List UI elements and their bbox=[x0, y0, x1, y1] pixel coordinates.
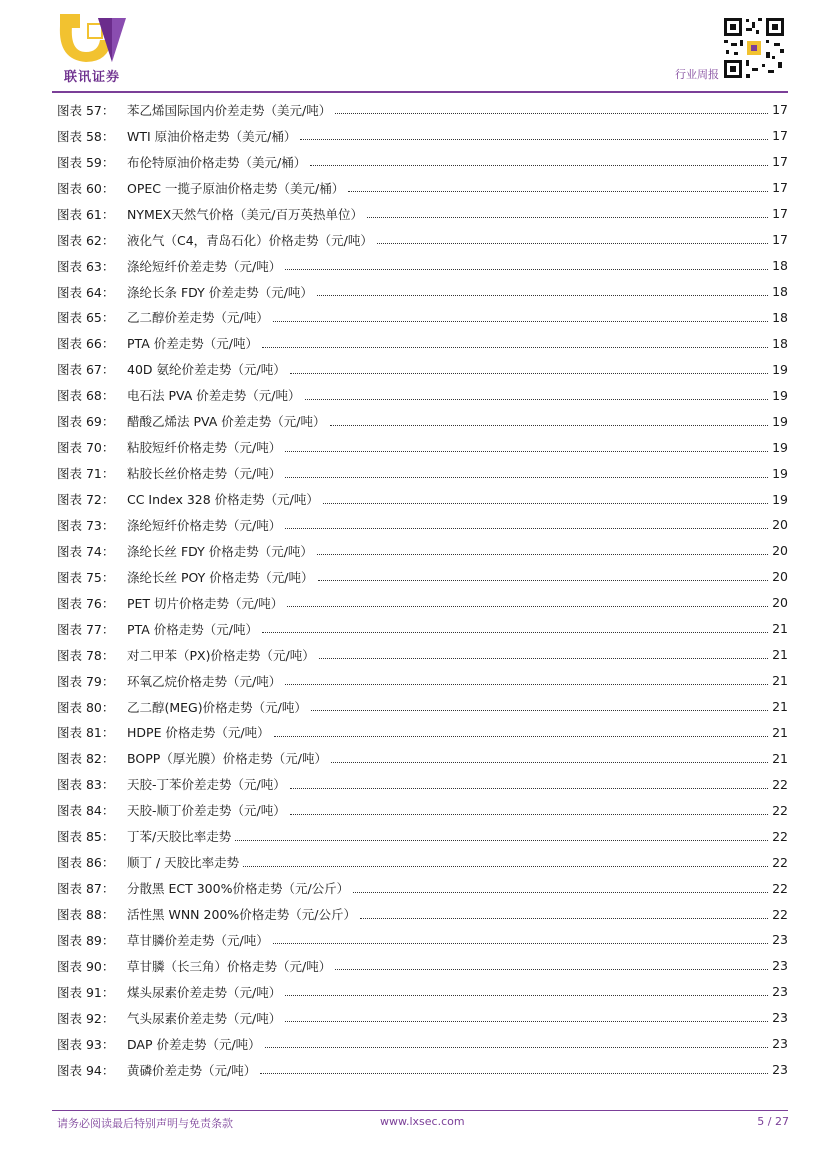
toc-leader bbox=[290, 373, 768, 374]
toc-figure-number: 图表 78： bbox=[57, 647, 115, 663]
toc-figure-number: 图表 64： bbox=[57, 284, 115, 300]
footer-divider bbox=[52, 1110, 788, 1111]
toc-row[interactable] bbox=[57, 694, 788, 720]
toc-leader bbox=[273, 321, 768, 322]
toc-title: PTA 价差走势（元/吨） bbox=[127, 336, 258, 352]
toc-title: 活性黑 WNN 200%价格走势（元/公斤） bbox=[127, 907, 356, 923]
toc-title: 苯乙烯国际国内价差走势（美元/吨） bbox=[127, 102, 332, 118]
toc-title: DAP 价差走势（元/吨） bbox=[127, 1036, 261, 1052]
toc-page-number: 18 bbox=[772, 258, 788, 274]
toc-figure-number: 图表 93： bbox=[57, 1036, 115, 1052]
toc-page-number: 22 bbox=[772, 880, 788, 896]
toc-figure-number: 图表 76： bbox=[57, 595, 115, 611]
report-type-label: 行业周报 bbox=[675, 68, 719, 81]
toc-leader bbox=[260, 1073, 768, 1074]
toc-row[interactable] bbox=[57, 512, 788, 538]
toc-leader bbox=[335, 969, 768, 970]
toc-figure-number: 图表 79： bbox=[57, 673, 115, 689]
toc-title: PTA 价格走势（元/吨） bbox=[127, 621, 258, 637]
toc-row[interactable] bbox=[57, 616, 788, 642]
toc-row[interactable] bbox=[57, 901, 788, 927]
toc-leader bbox=[290, 788, 768, 789]
toc-figure-number: 图表 81： bbox=[57, 725, 115, 741]
toc-row[interactable] bbox=[57, 253, 788, 279]
toc-figure-number: 图表 75： bbox=[57, 569, 115, 585]
toc-row[interactable] bbox=[57, 927, 788, 953]
toc-figure-number: 图表 87： bbox=[57, 881, 115, 897]
toc-page-number: 22 bbox=[772, 802, 788, 818]
toc-figure-number: 图表 65： bbox=[57, 310, 115, 326]
toc-figure-number: 图表 85： bbox=[57, 829, 115, 845]
toc-figure-number: 图表 69： bbox=[57, 414, 115, 430]
toc-row[interactable] bbox=[57, 564, 788, 590]
toc-title: 天胶-丁苯价差走势（元/吨） bbox=[127, 777, 286, 793]
toc-page-number: 18 bbox=[772, 309, 788, 325]
toc-row[interactable] bbox=[57, 953, 788, 979]
toc-row[interactable] bbox=[57, 434, 788, 460]
toc-row[interactable] bbox=[57, 1005, 788, 1031]
toc-leader bbox=[331, 762, 768, 763]
toc-row[interactable] bbox=[57, 538, 788, 564]
toc-figure-number: 图表 66： bbox=[57, 336, 115, 352]
toc-leader bbox=[311, 710, 768, 711]
toc-leader bbox=[318, 580, 769, 581]
toc-row[interactable] bbox=[57, 305, 788, 331]
toc-row[interactable] bbox=[57, 849, 788, 875]
toc-figure-number: 图表 92： bbox=[57, 1010, 115, 1026]
toc-page-number: 21 bbox=[772, 724, 788, 740]
toc-leader bbox=[285, 995, 768, 996]
toc-leader bbox=[243, 866, 768, 867]
toc-leader bbox=[287, 606, 768, 607]
toc-leader bbox=[285, 451, 768, 452]
toc-leader bbox=[300, 139, 768, 140]
toc-leader bbox=[353, 892, 768, 893]
toc-row[interactable] bbox=[57, 227, 788, 253]
toc-page-number: 23 bbox=[772, 1010, 788, 1026]
toc-row[interactable] bbox=[57, 486, 788, 512]
toc-leader bbox=[305, 399, 769, 400]
toc-leader bbox=[330, 425, 769, 426]
page-number: 5 / 27 bbox=[757, 1115, 789, 1128]
toc-leader bbox=[285, 684, 768, 685]
toc-title: 对二甲苯（PX)价格走势（元/吨） bbox=[127, 647, 315, 663]
toc-page-number: 22 bbox=[772, 854, 788, 870]
toc-leader bbox=[323, 503, 768, 504]
toc-row[interactable] bbox=[57, 979, 788, 1005]
toc-page-number: 21 bbox=[772, 647, 788, 663]
toc-row[interactable] bbox=[57, 123, 788, 149]
toc-figure-number: 图表 77： bbox=[57, 621, 115, 637]
toc-figure-number: 图表 74： bbox=[57, 543, 115, 559]
toc-leader bbox=[235, 840, 768, 841]
toc-row[interactable] bbox=[57, 875, 788, 901]
disclaimer-link[interactable]: 请务必阅读最后特别声明与免责条款 bbox=[57, 1117, 233, 1130]
toc-page-number: 23 bbox=[772, 1036, 788, 1052]
toc-title: 粘胶长丝价格走势（元/吨） bbox=[127, 466, 282, 482]
toc-row[interactable] bbox=[57, 201, 788, 227]
toc-leader bbox=[335, 113, 768, 114]
toc-leader bbox=[285, 1021, 768, 1022]
toc-figure-number: 图表 83： bbox=[57, 777, 115, 793]
toc-leader bbox=[348, 191, 768, 192]
toc-page-number: 19 bbox=[772, 413, 788, 429]
toc-row[interactable] bbox=[57, 460, 788, 486]
toc-title: 草甘膦（长三角）价格走势（元/吨） bbox=[127, 958, 332, 974]
toc-page-number: 19 bbox=[772, 439, 788, 455]
toc-title: NYMEX天然气价格（美元/百万英热单位） bbox=[127, 206, 363, 222]
toc-title: HDPE 价格走势（元/吨） bbox=[127, 725, 270, 741]
toc-leader bbox=[262, 347, 768, 348]
toc-title: 涤纶短纤价差走势（元/吨） bbox=[127, 258, 282, 274]
toc-figure-number: 图表 60： bbox=[57, 180, 115, 196]
toc-leader bbox=[317, 295, 768, 296]
toc-title: 乙二醇(MEG)价格走势（元/吨） bbox=[127, 699, 307, 715]
toc-page-number: 17 bbox=[772, 232, 788, 248]
toc-page-number: 21 bbox=[772, 750, 788, 766]
toc-leader bbox=[319, 658, 768, 659]
toc-row[interactable] bbox=[57, 771, 788, 797]
toc-row[interactable] bbox=[57, 797, 788, 823]
toc-figure-number: 图表 72： bbox=[57, 492, 115, 508]
toc-title: 布伦特原油价格走势（美元/桶） bbox=[127, 154, 307, 170]
toc-figure-number: 图表 82： bbox=[57, 751, 115, 767]
toc-row[interactable] bbox=[57, 330, 788, 356]
toc-page-number: 23 bbox=[772, 932, 788, 948]
toc-row[interactable] bbox=[57, 382, 788, 408]
toc-figure-number: 图表 67： bbox=[57, 362, 115, 378]
toc-row[interactable] bbox=[57, 1031, 788, 1057]
toc-figure-number: 图表 59： bbox=[57, 154, 115, 170]
toc-title: 涤纶短纤价格走势（元/吨） bbox=[127, 517, 282, 533]
toc-page-number: 23 bbox=[772, 1062, 788, 1078]
toc-figure-number: 图表 89： bbox=[57, 932, 115, 948]
toc-leader bbox=[262, 632, 768, 633]
toc-page-number: 20 bbox=[772, 517, 788, 533]
toc-title: PET 切片价格走势（元/吨） bbox=[127, 595, 284, 611]
toc-figure-number: 图表 58： bbox=[57, 128, 115, 144]
toc-page-number: 18 bbox=[772, 335, 788, 351]
toc-figure-number: 图表 88： bbox=[57, 907, 115, 923]
toc-figure-number: 图表 86： bbox=[57, 855, 115, 871]
toc-leader bbox=[310, 165, 768, 166]
toc-row[interactable] bbox=[57, 720, 788, 746]
toc-title: 顺丁 / 天胶比率走势 bbox=[127, 855, 240, 871]
toc-page-number: 22 bbox=[772, 906, 788, 922]
toc-title: 环氧乙烷价格走势（元/吨） bbox=[127, 673, 282, 689]
toc-title: 煤头尿素价差走势（元/吨） bbox=[127, 984, 282, 1000]
toc-title: 乙二醇价差走势（元/吨） bbox=[127, 310, 269, 326]
toc-row[interactable] bbox=[57, 356, 788, 382]
toc-page-number: 17 bbox=[772, 128, 788, 144]
toc-leader bbox=[265, 1047, 768, 1048]
toc-title: BOPP（厚光膜）价格走势（元/吨） bbox=[127, 751, 327, 767]
toc-page-number: 21 bbox=[772, 673, 788, 689]
toc-figure-number: 图表 63： bbox=[57, 258, 115, 274]
toc-figure-number: 图表 71： bbox=[57, 466, 115, 482]
toc-figure-number: 图表 80： bbox=[57, 699, 115, 715]
toc-page-number: 20 bbox=[772, 569, 788, 585]
toc-row[interactable] bbox=[57, 668, 788, 694]
toc-title: 分散黑 ECT 300%价格走势（元/公斤） bbox=[127, 881, 350, 897]
toc-figure-number: 图表 57： bbox=[57, 102, 115, 118]
toc-row[interactable] bbox=[57, 590, 788, 616]
figure-list bbox=[57, 97, 788, 1083]
toc-page-number: 21 bbox=[772, 621, 788, 637]
toc-row[interactable] bbox=[57, 149, 788, 175]
toc-page-number: 19 bbox=[772, 491, 788, 507]
toc-row[interactable] bbox=[57, 642, 788, 668]
toc-leader bbox=[317, 554, 768, 555]
toc-leader bbox=[273, 943, 768, 944]
toc-title: 丁苯/天胶比率走势 bbox=[127, 829, 232, 845]
toc-row[interactable] bbox=[57, 175, 788, 201]
toc-page-number: 17 bbox=[772, 154, 788, 170]
toc-title: 40D 氨纶价差走势（元/吨） bbox=[127, 362, 286, 378]
toc-page-number: 19 bbox=[772, 465, 788, 481]
toc-leader bbox=[285, 477, 768, 478]
toc-title: CC Index 328 价格走势（元/吨） bbox=[127, 492, 319, 508]
toc-title: 黄磷价差走势（元/吨） bbox=[127, 1062, 257, 1078]
toc-page-number: 21 bbox=[772, 699, 788, 715]
toc-title: 粘胶短纤价格走势（元/吨） bbox=[127, 440, 282, 456]
toc-title: WTI 原油价格走势（美元/桶） bbox=[127, 128, 297, 144]
toc-title: 电石法 PVA 价差走势（元/吨） bbox=[127, 388, 301, 404]
toc-title: 气头尿素价差走势（元/吨） bbox=[127, 1010, 282, 1026]
toc-leader bbox=[274, 736, 768, 737]
website-link[interactable]: www.lxsec.com bbox=[380, 1115, 465, 1128]
toc-page-number: 23 bbox=[772, 958, 788, 974]
toc-page-number: 17 bbox=[772, 206, 788, 222]
toc-title: 涤纶长条 FDY 价差走势（元/吨） bbox=[127, 284, 313, 300]
toc-figure-number: 图表 70： bbox=[57, 440, 115, 456]
toc-page-number: 17 bbox=[772, 180, 788, 196]
toc-row[interactable] bbox=[57, 1057, 788, 1083]
toc-title: 草甘膦价差走势（元/吨） bbox=[127, 932, 269, 948]
toc-page-number: 22 bbox=[772, 776, 788, 792]
toc-figure-number: 图表 94： bbox=[57, 1062, 115, 1078]
toc-page-number: 22 bbox=[772, 828, 788, 844]
toc-title: 天胶-顺丁价差走势（元/吨） bbox=[127, 803, 286, 819]
toc-page-number: 19 bbox=[772, 387, 788, 403]
toc-page-number: 23 bbox=[772, 984, 788, 1000]
toc-leader bbox=[377, 243, 768, 244]
toc-page-number: 17 bbox=[772, 102, 788, 118]
toc-title: 液化气（C4，青岛石化）价格走势（元/吨） bbox=[127, 232, 373, 248]
toc-figure-number: 图表 73： bbox=[57, 517, 115, 533]
toc-leader bbox=[285, 269, 768, 270]
toc-figure-number: 图表 90： bbox=[57, 958, 115, 974]
toc-title: 醋酸乙烯法 PVA 价差走势（元/吨） bbox=[127, 414, 326, 430]
toc-figure-number: 图表 62： bbox=[57, 232, 115, 248]
toc-page-number: 18 bbox=[772, 284, 788, 300]
toc-row[interactable] bbox=[57, 97, 788, 123]
logo-text: 联讯证券 bbox=[63, 70, 120, 85]
toc-figure-number: 图表 61： bbox=[57, 206, 115, 222]
toc-figure-number: 图表 68： bbox=[57, 388, 115, 404]
toc-row[interactable] bbox=[57, 279, 788, 305]
toc-row[interactable] bbox=[57, 745, 788, 771]
qr-code-icon bbox=[722, 16, 786, 80]
toc-title: OPEC 一揽子原油价格走势（美元/桶） bbox=[127, 180, 345, 196]
toc-title: 涤纶长丝 POY 价格走势（元/吨） bbox=[127, 569, 314, 585]
toc-row[interactable] bbox=[57, 823, 788, 849]
toc-leader bbox=[285, 528, 768, 529]
toc-title: 涤纶长丝 FDY 价格走势（元/吨） bbox=[127, 543, 313, 559]
header-divider bbox=[52, 91, 788, 93]
toc-figure-number: 图表 91： bbox=[57, 984, 115, 1000]
toc-figure-number: 图表 84： bbox=[57, 803, 115, 819]
logo-mark-icon bbox=[52, 10, 132, 70]
toc-leader bbox=[367, 217, 768, 218]
toc-leader bbox=[360, 918, 768, 919]
toc-row[interactable] bbox=[57, 408, 788, 434]
toc-page-number: 20 bbox=[772, 543, 788, 559]
toc-page-number: 19 bbox=[772, 361, 788, 377]
toc-page-number: 20 bbox=[772, 595, 788, 611]
toc-leader bbox=[290, 814, 768, 815]
